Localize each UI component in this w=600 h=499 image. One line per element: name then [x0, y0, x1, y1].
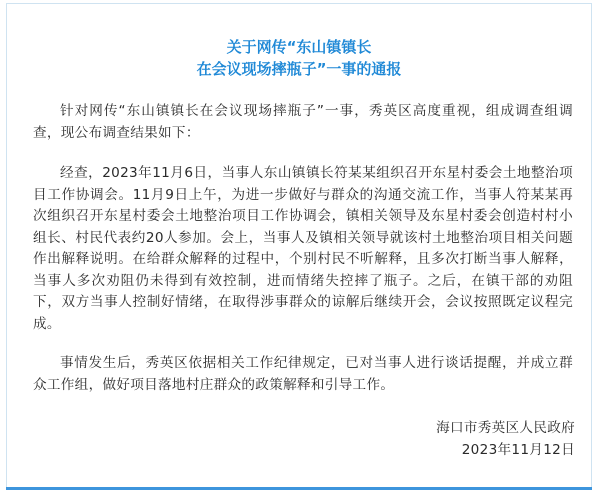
notice-document [6, 3, 592, 489]
issue-date: 2023年11月12日 [461, 442, 575, 458]
title-line-1: 关于网传“东山镇镇长 [226, 38, 372, 56]
bottom-accent-bar [6, 487, 592, 490]
notice-title [7, 36, 591, 80]
followup-paragraph: 事情发生后，秀英区依据相关工作纪律规定，已对当事人进行谈话提醒，并成立群众工作组，做好项目落地村庄群众的政策解释和引导工作。 [33, 355, 573, 393]
issuer-name: 海口市秀英区人民政府 [436, 420, 575, 436]
intro-paragraph: 针对网传“东山镇镇长在会议现场摔瓶子”一事，秀英区高度重视，组成调查组调查，现公布调查结果如下： [33, 103, 573, 141]
signature-block [436, 417, 575, 461]
findings-paragraph: 经查，2023年11月6日，当事人东山镇镇长符某某组织召开东星村委会土地整治项目工作协调会。11月9日上午，为进一步做好与群众的沟通交流工作，当事人符某某再次组织召开东星村委会土地整治项目工作协调会，镇相关领导及东星村委会创造村村小组长、村民代表约20人参加。会上，当事人及镇相关领导就该村土地整治项目相关问题作出解释说明。在给群众解释的过程中，个别村民不听解释，且多次打断当事人解释，当事人多次劝阻仍未得到有效控制，进而情绪失控摔了瓶子。之后，在镇干部的劝阻下，双方当事人控制好情绪，在取得涉事群众的谅解后继续开会，会议按照既定议程完成。 [33, 165, 573, 332]
title-line-2: 在会议现场摔瓶子”一事的通报 [196, 60, 402, 78]
